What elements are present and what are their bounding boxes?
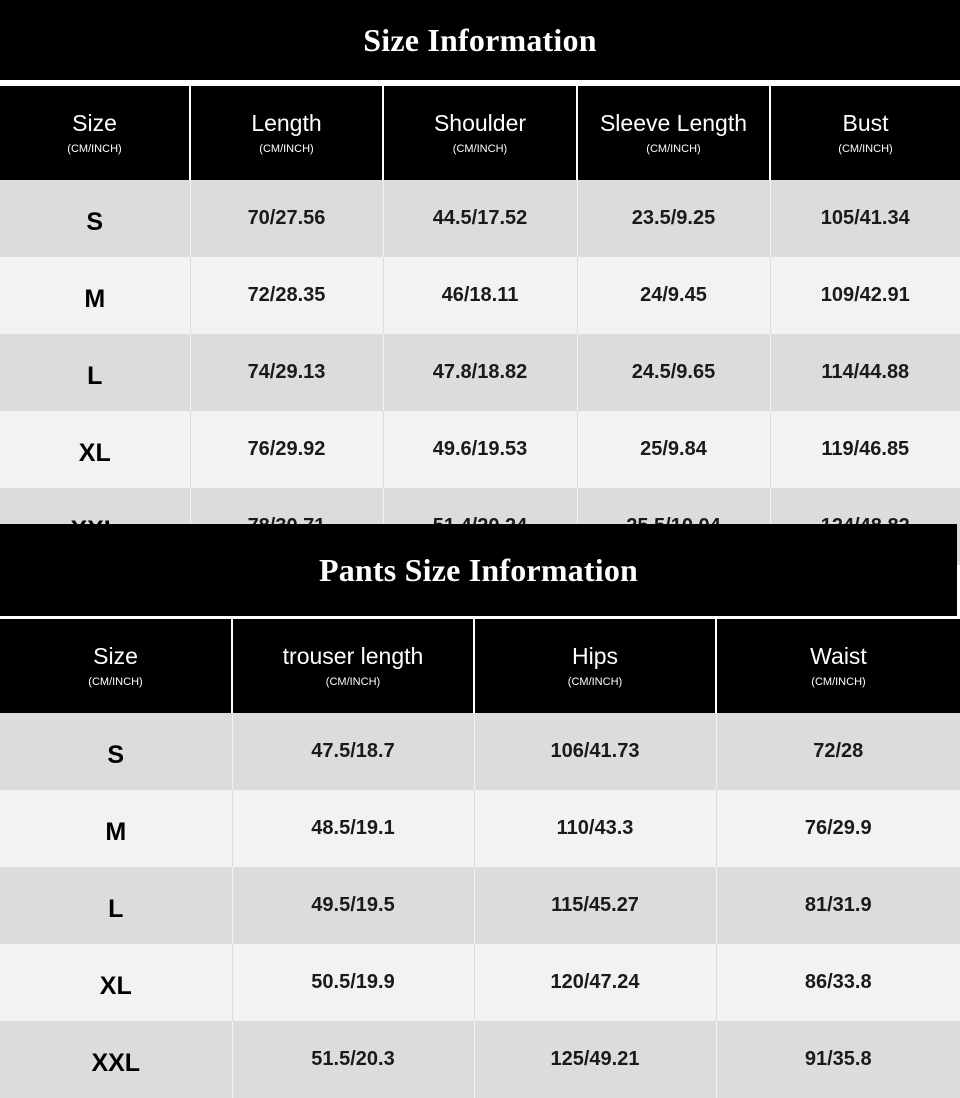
bust-cell: 114/44.88 <box>770 334 960 411</box>
trouser-length-cell: 48.5/19.1 <box>232 790 474 867</box>
size-cell: L <box>0 334 190 411</box>
header-label: Hips <box>571 643 618 669</box>
header-unit: (CM/INCH) <box>567 676 623 688</box>
waist-cell: 81/31.9 <box>716 867 960 944</box>
bust-cell: 119/46.85 <box>770 411 960 488</box>
waist-cell: 72/28 <box>716 713 960 790</box>
table-row <box>0 411 960 488</box>
waist-cell: 76/29.9 <box>716 790 960 867</box>
header-unit: (CM/INCH) <box>325 676 381 688</box>
sleeve-length-cell: 23.5/9.25 <box>577 180 770 257</box>
header-label: trouser length <box>282 643 424 669</box>
header-unit: (CM/INCH) <box>88 676 143 688</box>
table-header-row <box>0 619 960 713</box>
header-size <box>0 619 232 713</box>
length-cell: 72/28.35 <box>190 257 383 334</box>
trouser-length-cell: 47.5/18.7 <box>232 713 474 790</box>
sleeve-length-cell: 25/9.84 <box>577 411 770 488</box>
header-label: Waist <box>810 643 867 669</box>
shoulder-cell: 46/18.11 <box>383 257 577 334</box>
size-cell: L <box>0 867 232 944</box>
trouser-length-cell: 51.5/20.3 <box>232 1021 474 1098</box>
sleeve-length-cell: 24.5/9.65 <box>577 334 770 411</box>
header-trouser-length <box>232 619 474 713</box>
length-cell: 70/27.56 <box>190 180 383 257</box>
shoulder-cell: 44.5/17.52 <box>383 180 577 257</box>
pants-size-information-title: Pants Size Information <box>0 524 957 616</box>
header-unit: (CM/INCH) <box>259 143 314 155</box>
shoulder-cell: 49.6/19.53 <box>383 411 577 488</box>
length-cell: 74/29.13 <box>190 334 383 411</box>
header-shoulder <box>383 86 577 180</box>
header-unit: (CM/INCH) <box>838 143 893 155</box>
header-bust <box>770 86 960 180</box>
hips-cell: 125/49.21 <box>474 1021 716 1098</box>
bust-cell: 105/41.34 <box>770 180 960 257</box>
header-waist <box>716 619 960 713</box>
sleeve-length-cell: 24/9.45 <box>577 257 770 334</box>
header-label: Shoulder <box>433 110 527 136</box>
trouser-length-cell: 49.5/19.5 <box>232 867 474 944</box>
size-cell: S <box>0 180 190 257</box>
header-sleeve-length <box>577 86 770 180</box>
pants-size-table <box>0 619 960 1098</box>
table-row <box>0 867 960 944</box>
size-cell: S <box>0 713 232 790</box>
hips-cell: 106/41.73 <box>474 713 716 790</box>
header-unit: (CM/INCH) <box>67 143 122 155</box>
table-row <box>0 334 960 411</box>
table-row <box>0 257 960 334</box>
hips-cell: 115/45.27 <box>474 867 716 944</box>
waist-cell: 86/33.8 <box>716 944 960 1021</box>
header-unit: (CM/INCH) <box>646 143 701 155</box>
table-row <box>0 790 960 867</box>
header-unit: (CM/INCH) <box>811 676 866 688</box>
header-label: Size <box>72 110 117 136</box>
header-unit: (CM/INCH) <box>452 143 508 155</box>
size-cell: XL <box>0 944 232 1021</box>
header-hips <box>474 619 716 713</box>
size-cell: XXL <box>0 1021 232 1098</box>
header-label: Length <box>251 110 322 136</box>
header-label: Bust <box>842 110 889 136</box>
shoulder-cell: 47.8/18.82 <box>383 334 577 411</box>
table-row <box>0 180 960 257</box>
table-header-row <box>0 86 960 180</box>
hips-cell: 110/43.3 <box>474 790 716 867</box>
table-row <box>0 713 960 790</box>
hips-cell: 120/47.24 <box>474 944 716 1021</box>
size-information-title: Size Information <box>0 0 960 80</box>
header-length <box>190 86 383 180</box>
length-cell: 76/29.92 <box>190 411 383 488</box>
header-size <box>0 86 190 180</box>
size-cell: M <box>0 790 232 867</box>
header-label: Sleeve Length <box>599 110 748 136</box>
shirt-size-table <box>0 86 960 565</box>
size-cell: M <box>0 257 190 334</box>
table-row <box>0 944 960 1021</box>
header-label: Size <box>93 643 138 669</box>
table-row <box>0 1021 960 1098</box>
waist-cell: 91/35.8 <box>716 1021 960 1098</box>
bust-cell: 109/42.91 <box>770 257 960 334</box>
size-cell: XL <box>0 411 190 488</box>
trouser-length-cell: 50.5/19.9 <box>232 944 474 1021</box>
